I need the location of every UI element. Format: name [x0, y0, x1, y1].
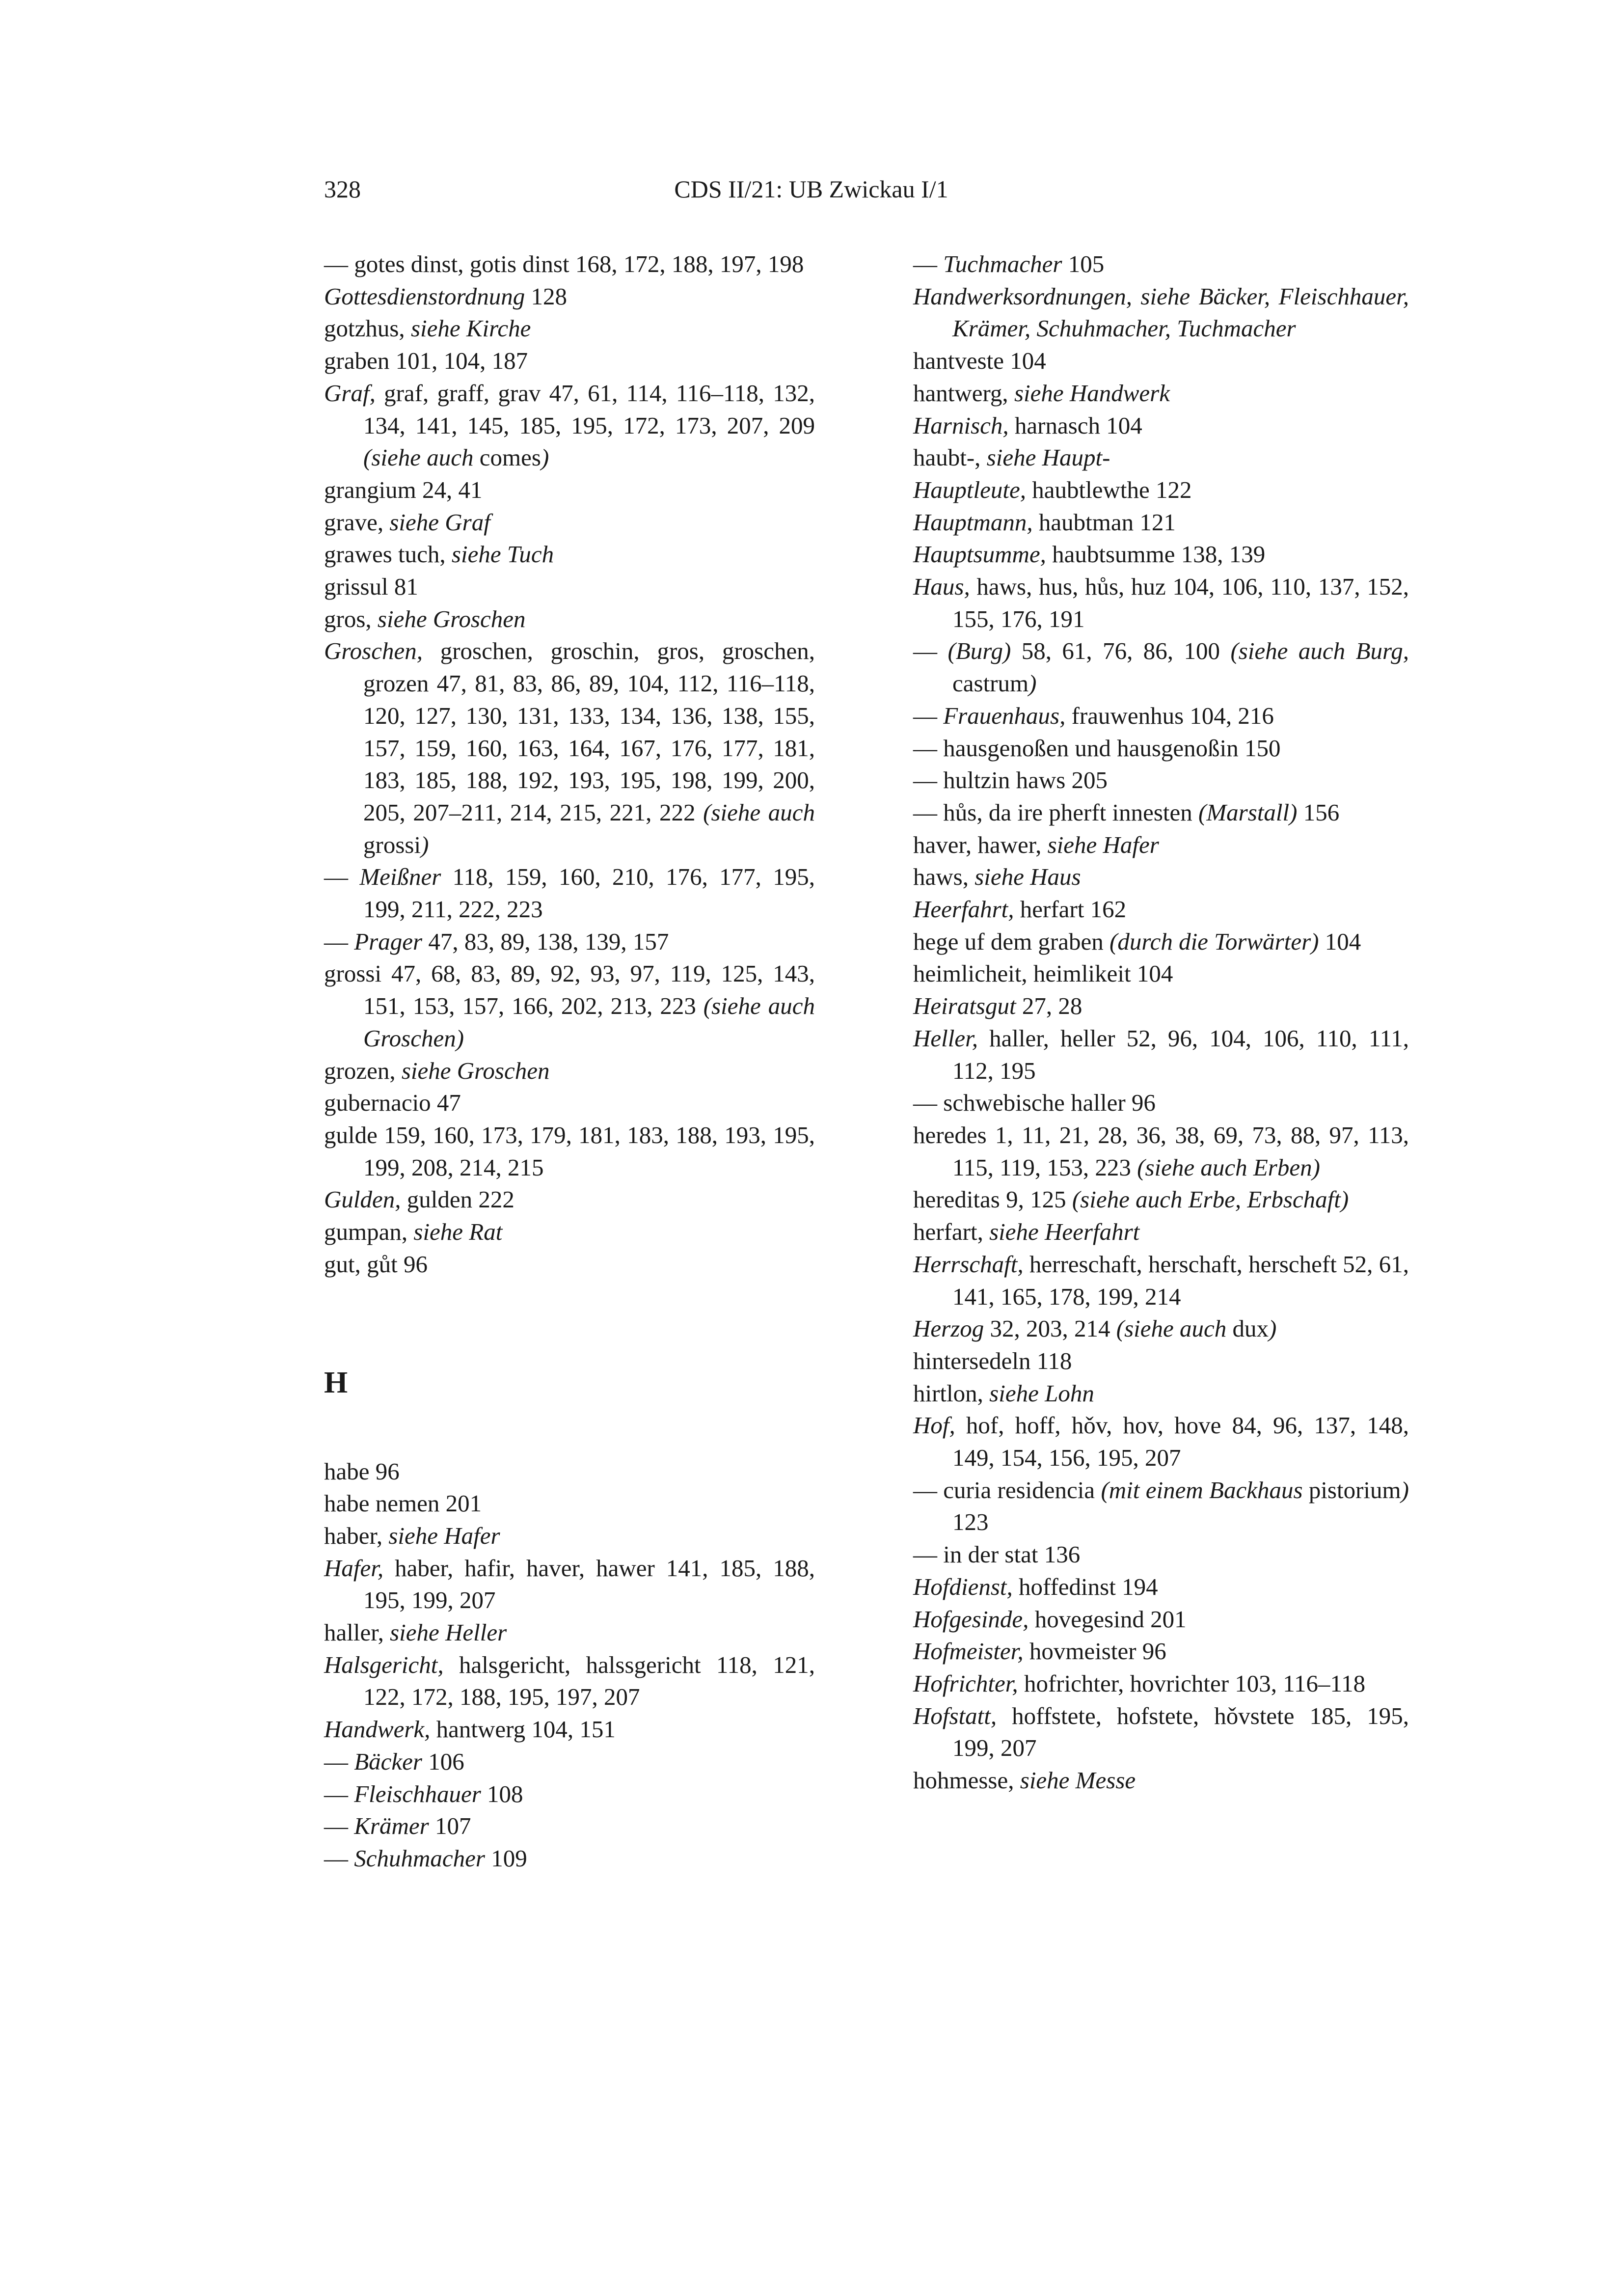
index-entry [324, 1616, 815, 1649]
index-entry-segment: Hauptsumme, [913, 541, 1046, 568]
index-entry-segment: ) [421, 831, 429, 858]
index-entry [324, 603, 815, 635]
index-entry [913, 1667, 1409, 1700]
index-entry [324, 1087, 815, 1119]
index-entry-segment: herfart 162 [1014, 896, 1127, 923]
index-entry [324, 280, 815, 313]
index-entry-segment: (siehe auch Erbe, Erbschaft) [1072, 1186, 1349, 1213]
index-entry-segment: haller, heller 52, 96, 104, 106, 110, 111, 112, 195 [952, 1024, 1409, 1084]
running-title: CDS II/21: UB Zwickau I/1 [674, 175, 948, 203]
index-entry-segment: Schuhmacher [354, 1844, 485, 1872]
index-entry-segment: — [324, 928, 354, 955]
running-head [324, 169, 1298, 209]
index-entry-segment: Hof, [913, 1412, 955, 1439]
index-entry [913, 1377, 1409, 1410]
index-entry-segment: ) [1269, 1315, 1277, 1342]
index-column-left [324, 248, 815, 1875]
index-entry [913, 1764, 1409, 1797]
index-entry-segment: Fleischhauer [354, 1780, 481, 1807]
index-entry-segment: — [913, 250, 944, 277]
index-entry [913, 538, 1409, 571]
index-entry [324, 248, 815, 280]
index-entry-segment: — hultzin haws 205 [913, 766, 1108, 794]
index-entry-segment: Harnisch, [913, 411, 1009, 439]
index-entry [913, 893, 1409, 926]
index-entry-segment: Graf, [324, 379, 376, 407]
index-entry-segment: haller, [324, 1619, 390, 1646]
index-entry [324, 1842, 815, 1875]
index-entry-segment: ) [1028, 670, 1037, 697]
index-entry-segment: Herzog [913, 1315, 984, 1342]
index-entry-segment: Gottesdienstordnung [324, 282, 525, 310]
index-entry-segment: — hausgenoßen und hausgenoßin 150 [913, 734, 1281, 762]
index-entry-segment: hirtlon, [913, 1379, 990, 1407]
index-entry-segment: haubtman 121 [1032, 508, 1176, 536]
index-entry-segment: (Burg) [947, 637, 1011, 665]
index-entry-segment: Hauptmann, [913, 508, 1033, 536]
index-entry-segment: grossi 47, 68, 83, 89, 92, 93, 97, 119, 125, 143, 151, 153, 157, 166, 202, 213, 223 [324, 960, 815, 1020]
index-column-right [913, 248, 1409, 1797]
index-entry [913, 1538, 1409, 1571]
index-entry-segment: herfart, [913, 1218, 990, 1246]
index-entry-segment: gulden 222 [401, 1186, 514, 1213]
index-entry [913, 1700, 1409, 1764]
index-entry [913, 1183, 1409, 1216]
index-entry-segment: Handwerksordnungen, siehe Bäcker, Fleischhauer, Krämer, Schuhmacher, Tuchmacher [913, 282, 1409, 342]
index-entry-segment: gros, [324, 605, 378, 632]
index-entry-segment: haubtsumme 138, 139 [1046, 541, 1266, 568]
index-entry-segment: comes [473, 444, 541, 471]
index-entry-segment: hege uf dem graben [913, 928, 1109, 955]
index-entry [324, 506, 815, 539]
index-entry [324, 1552, 815, 1616]
index-entry-segment: dux [1226, 1315, 1269, 1342]
index-entry-segment: gubernacio 47 [324, 1089, 461, 1117]
index-entry-segment: — hůs, da ire pherft innesten [913, 798, 1199, 826]
index-entry [324, 1746, 815, 1778]
index-entry-segment: — gotes dinst, gotis dinst 168, 172, 188, 197, 198 [324, 250, 804, 277]
index-entry-segment: 58, 61, 76, 86, 100 [1011, 637, 1231, 665]
index-entry-segment: siehe Rat [413, 1218, 503, 1246]
index-entry [913, 1474, 1409, 1538]
index-entry-segment: Hofmeister, [913, 1638, 1024, 1665]
index-entry-segment: heredes 1, 11, 21, 28, 36, 38, 69, 73, 88, 97, 113, 115, 119, 153, 223 [913, 1121, 1409, 1181]
index-entry-segment: Meißner [359, 863, 441, 891]
index-entry-segment: grossi [363, 831, 421, 858]
index-entry-segment: (durch die Torwärter) [1109, 928, 1319, 955]
index-entry-segment: — [913, 702, 944, 729]
index-entry [913, 1248, 1409, 1312]
index-entry-segment: Gulden, [324, 1186, 401, 1213]
index-entry [913, 248, 1409, 280]
index-entry [913, 957, 1409, 990]
index-entry [913, 732, 1409, 765]
index-entry [324, 926, 815, 958]
index-entry-segment: Hofdienst, [913, 1573, 1013, 1600]
index-entry-segment: gulde 159, 160, 173, 179, 181, 183, 188, 193, 195, 199, 208, 214, 215 [324, 1121, 815, 1181]
index-entry [913, 829, 1409, 861]
index-entry-segment: Prager [354, 928, 423, 955]
index-entry-segment: 47, 83, 89, 138, 139, 157 [422, 928, 669, 955]
index-entry-segment: (siehe auch Groschen) [363, 992, 815, 1052]
index-entry-segment: Krämer [354, 1812, 429, 1840]
index-entry-segment: (siehe auch [703, 798, 815, 826]
index-entry [913, 280, 1409, 345]
index-entry [324, 957, 815, 1054]
index-entry-segment: gumpan, [324, 1218, 414, 1246]
index-entry-segment: hantveste 104 [913, 347, 1046, 375]
index-entry-segment: grave, [324, 508, 390, 536]
index-entry-segment: siehe Messe [1020, 1767, 1136, 1794]
index-entry-segment: siehe Tuch [451, 541, 554, 568]
index-entry [913, 1087, 1409, 1119]
index-entry [913, 1345, 1409, 1377]
index-entry-segment: hohmesse, [913, 1767, 1020, 1794]
index-entry-segment: 105 [1062, 250, 1105, 277]
index-entry-segment: siehe Haupt- [986, 444, 1110, 471]
index-entry-segment: (siehe auch [1116, 1315, 1227, 1342]
index-entry [324, 1248, 815, 1281]
index-entry-segment: herreschaft, herschaft, herscheft 52, 61, 141, 165, 178, 199, 214 [952, 1250, 1409, 1310]
index-entry-segment: Bäcker [354, 1748, 422, 1775]
index-entry-segment: 128 [525, 282, 567, 310]
index-entry-segment: hofrichter, hovrichter 103, 116–118 [1018, 1669, 1366, 1697]
index-entry-segment: siehe Groschen [401, 1057, 550, 1084]
index-entry-segment: haws, hus, hůs, huz 104, 106, 110, 137, 152, 155, 176, 191 [952, 573, 1409, 632]
index-entry-segment: Hafer, [324, 1554, 384, 1582]
index-entry [324, 474, 815, 506]
index-entry-segment: Hofgesinde, [913, 1605, 1029, 1633]
index-entry-segment: — schwebische haller 96 [913, 1089, 1156, 1117]
index-entry [324, 1520, 815, 1552]
index-entry-segment: — [324, 1844, 354, 1872]
index-entry-segment: halsgericht, halssgericht 118, 121, 122, 172, 188, 195, 197, 207 [363, 1651, 815, 1711]
index-entry-segment: — [913, 637, 948, 665]
index-entry-segment: 118, 159, 160, 210, 176, 177, 195, 199, 211, 222, 223 [363, 863, 815, 923]
index-entry-segment: haber, [324, 1522, 389, 1549]
index-entry-segment: — [324, 863, 360, 891]
index-entry-segment: hoffstete, hofstete, hǒvstete 185, 195, 199, 207 [952, 1702, 1409, 1762]
index-entry-segment: (siehe auch [363, 444, 474, 471]
index-entry-segment: harnasch 104 [1008, 411, 1142, 439]
index-entry-segment: siehe Haus [974, 863, 1081, 891]
index-entry [913, 1603, 1409, 1636]
index-entry [324, 1055, 815, 1087]
index-entries-g [324, 248, 815, 1281]
index-entry-segment: gotzhus, [324, 315, 411, 342]
index-entry-segment: Groschen, [324, 637, 423, 665]
page-number: 328 [324, 175, 361, 203]
index-entry-segment: heimlicheit, heimlikeit 104 [913, 960, 1173, 987]
index-entry [913, 796, 1409, 829]
index-entry-segment: haver, hawer, [913, 831, 1048, 858]
index-entry [324, 1119, 815, 1183]
index-entry-segment: Heller, [913, 1024, 978, 1052]
index-entry-segment: haubt-, [913, 444, 987, 471]
index-entry [913, 441, 1409, 474]
index-entry-segment: castrum [952, 670, 1029, 697]
index-entry-segment: Herrschaft, [913, 1250, 1024, 1278]
index-entry-segment: ) [541, 444, 549, 471]
index-entry [324, 1649, 815, 1713]
index-entries-h [324, 1455, 815, 1875]
index-entry [324, 861, 815, 925]
index-entry-segment: siehe Handwerk [1014, 379, 1170, 407]
index-entry-segment: hantwerg, [913, 379, 1014, 407]
index-entry [913, 1635, 1409, 1667]
index-entry [913, 506, 1409, 539]
section-letter-heading: H [324, 1366, 348, 1399]
index-entry [913, 474, 1409, 506]
index-entry [324, 1455, 815, 1488]
index-entry [913, 861, 1409, 893]
index-entry [913, 571, 1409, 635]
index-entry-segment: Tuchmacher [943, 250, 1062, 277]
index-entry-segment: 32, 203, 214 [984, 1315, 1116, 1342]
index-entry-segment: Heerfahrt, [913, 896, 1014, 923]
index-entry [324, 538, 815, 571]
index-entry-segment: haubtlewthe 122 [1026, 476, 1192, 503]
index-entry [913, 410, 1409, 442]
index-entry-segment: (Marstall) [1198, 798, 1298, 826]
index-entry-segment: Hauptleute, [913, 476, 1026, 503]
index-entry [324, 1216, 815, 1248]
index-entry [324, 571, 815, 603]
index-entry-segment: habe 96 [324, 1457, 400, 1485]
index-entry-segment: Hofstatt, [913, 1702, 997, 1729]
index-entry [913, 377, 1409, 410]
index-entry [913, 764, 1409, 796]
index-entry [913, 1216, 1409, 1248]
index-entry [913, 926, 1409, 958]
index-entry-segment: grawes tuch, [324, 541, 452, 568]
index-entry-segment: hof, hoff, hǒv, hov, hove 84, 96, 137, 148, 149, 154, 156, 195, 207 [952, 1412, 1409, 1472]
index-entry [324, 345, 815, 377]
index-entry-segment: — in der stat 136 [913, 1541, 1081, 1568]
index-entries-h-continued [913, 248, 1409, 1797]
index-entry-segment: hovmeister 96 [1023, 1638, 1166, 1665]
index-entry [913, 1312, 1409, 1345]
index-entry-segment: grangium 24, 41 [324, 476, 483, 503]
index-entry [913, 1409, 1409, 1474]
index-entry-segment: pistorium [1302, 1476, 1401, 1503]
index-entry-segment: — [324, 1812, 354, 1840]
index-entry-segment: — [324, 1780, 354, 1807]
index-entry-segment: ) [1401, 1476, 1409, 1503]
index-entry-segment: habe nemen 201 [324, 1490, 482, 1517]
index-entry-segment: (siehe auch Burg, [1230, 637, 1409, 665]
index-entry-segment: 27, 28 [1016, 992, 1082, 1020]
index-entry-segment: Handwerk, [324, 1716, 431, 1743]
index-entry-segment: 123 [952, 1508, 989, 1536]
index-entry [324, 1487, 815, 1520]
index-entry-segment: siehe Heerfahrt [989, 1218, 1140, 1246]
index-entry [324, 312, 815, 345]
index-entry [324, 377, 815, 474]
index-entry [324, 1810, 815, 1842]
index-entry-segment: 109 [485, 1844, 527, 1872]
index-entry-segment: graf, graff, grav 47, 61, 114, 116–118, 132, 134, 141, 145, 185, 195, 172, 173, 207, 209 [363, 379, 815, 439]
index-entry-segment: Heiratsgut [913, 992, 1016, 1020]
index-entry [913, 1119, 1409, 1183]
index-entry-segment: groschen, groschin, gros, groschen, grozen 47, 81, 83, 86, 89, 104, 112, 116–118, 120, 127, 130, 131, 133, 134, 136, 138, 155, 157, 159, 160, 163, 164, 167, 176, 177, 181, 183, 185, 188, 192, 193, 195, 198, 199, 200, 205, 207–211, 214, 215, 221, 222 [363, 637, 815, 826]
index-entry [913, 990, 1409, 1022]
index-entry-segment: 104 [1319, 928, 1361, 955]
index-entry-segment: hereditas 9, 125 [913, 1186, 1072, 1213]
index-entry-segment: siehe Hafer [388, 1522, 500, 1549]
index-entry-segment: Hofrichter, [913, 1669, 1018, 1697]
index-entry-segment: gut, gůt 96 [324, 1250, 428, 1278]
index-entry [324, 1713, 815, 1746]
index-entry [324, 1183, 815, 1216]
index-entry-segment: Haus, [913, 573, 970, 601]
index-entry-segment: hoffedinst 194 [1012, 1573, 1158, 1600]
index-entry [913, 635, 1409, 699]
index-entry-segment: hintersedeln 118 [913, 1347, 1072, 1374]
index-entry-segment: 156 [1297, 798, 1340, 826]
index-entry-segment: grissul 81 [324, 573, 418, 601]
index-entry-segment: grozen, [324, 1057, 402, 1084]
index-entry-segment: siehe Groschen [377, 605, 526, 632]
index-entry [913, 345, 1409, 377]
index-entry-segment: haws, [913, 863, 975, 891]
index-entry [913, 1022, 1409, 1087]
index-entry-segment: siehe Heller [390, 1619, 507, 1646]
index-entry-segment: siehe Graf [389, 508, 490, 536]
index-entry-segment: 108 [481, 1780, 523, 1807]
index-entry-segment: (mit einem Backhaus [1101, 1476, 1303, 1503]
index-entry [913, 700, 1409, 732]
index-entry-segment: hantwerg 104, 151 [430, 1716, 616, 1743]
index-entry-segment: 107 [429, 1812, 471, 1840]
index-entry-segment: Halsgericht, [324, 1651, 444, 1678]
index-entry-segment: 106 [422, 1748, 464, 1775]
index-entry-segment: (siehe auch Erben) [1137, 1153, 1320, 1181]
index-entry-segment: siehe Lohn [989, 1379, 1094, 1407]
index-entry-segment: siehe Kirche [410, 315, 531, 342]
index-entry-segment: frauwenhus 104, 216 [1065, 702, 1274, 729]
index-entry [324, 635, 815, 861]
index-entry-segment: siehe Hafer [1047, 831, 1159, 858]
index-entry-segment: graben 101, 104, 187 [324, 347, 528, 375]
index-entry-segment: haber, hafir, haver, hawer 141, 185, 188, 195, 199, 207 [363, 1554, 815, 1614]
index-entry-segment: Frauenhaus, [943, 702, 1066, 729]
index-entry [324, 1778, 815, 1810]
index-entry-segment: hovegesind 201 [1028, 1605, 1187, 1633]
index-entry [913, 1571, 1409, 1603]
index-entry-segment: — curia residencia [913, 1476, 1101, 1503]
index-entry-segment: — [324, 1748, 354, 1775]
